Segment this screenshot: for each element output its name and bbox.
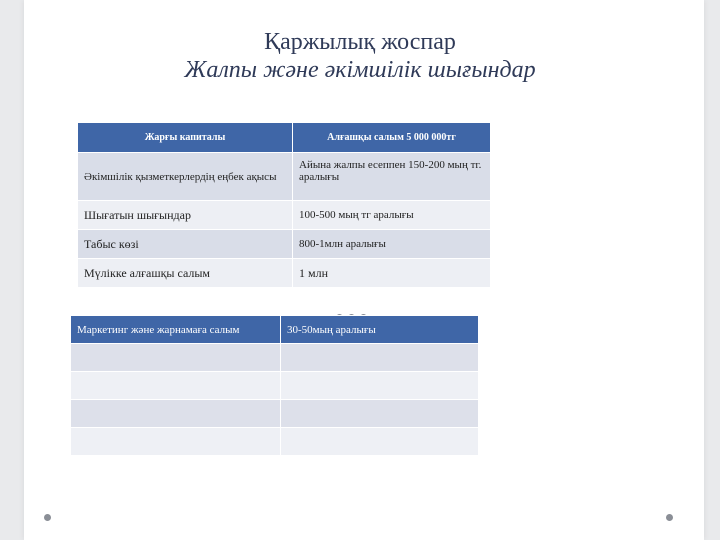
table-row [78, 259, 491, 288]
table-cell: 800-1млн аралығы [293, 230, 491, 259]
table-cell: Шығатын шығындар [78, 201, 293, 230]
title-line-2: Жалпы және әкімшілік шығындар [184, 57, 536, 83]
title-line-1: Қаржылық жоспар [264, 29, 456, 55]
table-cell: Мүлікке алғашқы салым [78, 259, 293, 288]
table-row [71, 344, 479, 372]
table-cell [281, 372, 479, 400]
table-cell [71, 428, 281, 456]
table-row [78, 153, 491, 201]
table-row [71, 372, 479, 400]
table-cell: 1 млн [293, 259, 491, 288]
page-title [0, 28, 720, 84]
table-cell [281, 344, 479, 372]
table-cell: Айына жалпы есеппен 150-200 мың тг. аралығы [293, 153, 491, 201]
table-row [71, 428, 479, 456]
header-cell: Алғашқы салым 5 000 000тг [293, 123, 491, 153]
table-cell: 100-500 мың тг аралығы [293, 201, 491, 230]
corner-dot-icon [666, 514, 673, 521]
table-header-row [78, 123, 491, 153]
table-cell [71, 400, 281, 428]
table-cell: Табыс көзі [78, 230, 293, 259]
header-cell: Маркетинг және жарнамаға салым [71, 316, 281, 344]
table-cell [281, 428, 479, 456]
table-header-row [71, 316, 479, 344]
table-cell [71, 344, 281, 372]
capital-table [77, 122, 491, 288]
table-cell: Әкімшілік қызметкерлердің еңбек ақысы [78, 153, 293, 201]
table-row [71, 400, 479, 428]
table-cell [281, 400, 479, 428]
marketing-table [70, 315, 479, 456]
header-cell: Жарғы капиталы [78, 123, 293, 153]
table-row [78, 230, 491, 259]
table-cell [71, 372, 281, 400]
corner-dot-icon [44, 514, 51, 521]
table-row [78, 201, 491, 230]
header-cell: 30-50мың аралығы [281, 316, 479, 344]
